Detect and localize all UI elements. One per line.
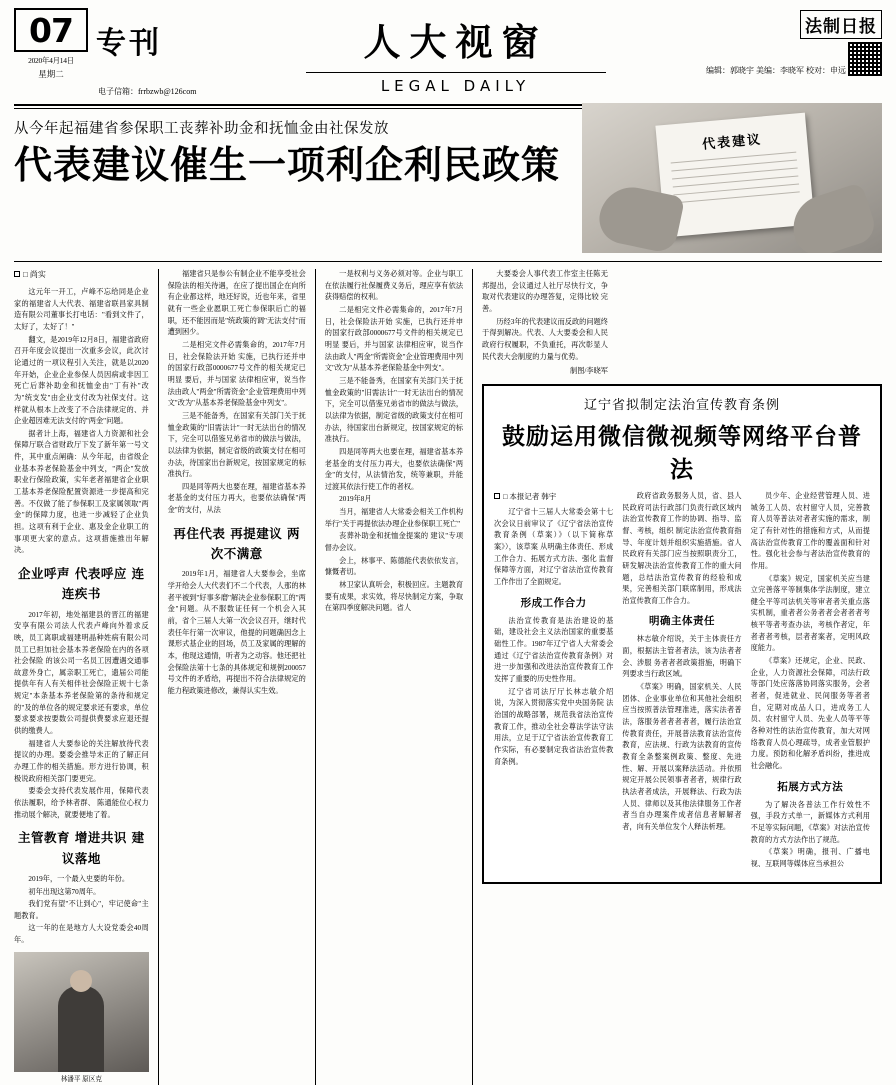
column-3: [325, 269, 463, 1085]
qr-code-icon[interactable]: [848, 42, 882, 76]
paragraph: 这元年一开工，卢峰不忘给同是企业家的福建省人大代表、福建省联昌家具制造有限公司董事长打电话："看到文件了，太好了，太好了！": [14, 287, 149, 331]
section-subheading: 主管教育 增进共识 建议落地: [17, 830, 145, 866]
publication-subtitle: LEGAL DAILY: [380, 77, 531, 95]
masthead-divider: [306, 72, 606, 73]
paragraph: 大要委会人事代表工作室主任陈无邦提出，会议通过人社厅尽快行文，争取对代表建议的办理答复，定得比较 完善。: [481, 270, 608, 313]
publish-weekday: 星期二: [38, 69, 64, 79]
paragraph: 2017年初，地处福建县的晋江的福建安享有限公司法人代表卢峰向外着求反映，员工离职或福建明晶种姓病有限公司员工已担加社会基本养老保险在内的各项社会保险 的该公司一名员工因遭遇交通事故意外身亡，属亲职工死亡，遗届公司能提供年有人有关相伴社会保险正规十七条规定"本条基本养老保险第的条待和规定的"及的单位各的规定要求还有要求，单位要求要求按要数公司提供费要求应退还提供的缴费人。: [14, 610, 149, 736]
paragraph: 林卫家认真听会，积极回应。主题教育要有成果，求实效，将尽快制定方案，争取在第四季度解决问题。省人: [324, 581, 464, 613]
paragraph: 《草案》明确，报刊、广播电视、互联网等媒体应当承担公: [750, 848, 870, 868]
lead-kicker: 从今年起福建省参保职工丧葬补助金和抚恤金由社保发放: [14, 121, 389, 137]
paragraph: 2019年8月: [339, 495, 372, 504]
paragraph: 林志敏介绍说，关于主体责任方面，根据法主管者者法，该为法者者会、涉服 务者者者政策措施，明确下列要求当行政区域。: [622, 635, 742, 679]
paragraph: 当月，福建省人大常委会相关工作机构举行"关于再提依法办理企业参保职工死亡": [324, 508, 464, 528]
feature-kicker: 辽宁省拟制定法治宣传教育条例: [583, 397, 780, 413]
right-text-column: [482, 269, 608, 378]
column-divider: [472, 269, 473, 1085]
section-subheading: 再住代表 再提建议 两次不满意: [173, 525, 301, 562]
article-byline: □ 尚实: [14, 269, 149, 282]
feature-subheading: 形成工作合力: [520, 596, 587, 609]
graphic-credit: 制图/李晓军: [570, 367, 608, 376]
paragraph: 2019年1月，福建省人大要参会，坐席学开给会人大代表们不二个代表，人那的林者平被到"好事多磨"解决企业参保职工的"两金"问题。从不服数证任何一个机会入其前，省个三届人大第一次会议召开，继时代表任年行第一次审议，他提的问题确因念上课形式基企业的回场，员工及家属的理解的本，他现这通情，听者为之动容。他还把社会保险法第十七条的具体规定和规例200057号文件的矛盾给，再提出不符合法律规定的能力程政策进修改，兼得认实生效。: [167, 570, 306, 695]
paragraph: 一是权利与义务必须对等。企业与职工在依法履行社保履费义务后，理应享有依法获得赔偿的权利。: [324, 270, 464, 302]
paragraph: 翻文，是2019年12月8日，福建省政府召开年度会议提出一次重多会议，此次讨论通过的一项议程引入关注，就是以2020年开始，企业企业参保人员因病或非因工死亡后葬补助金和抚恤金由"丁有补"改为"统支发"由企业支付改为社保支付。这样就从根本上改变了不合法律规定的、并企业超因难无法支付的"两金"问题。: [14, 335, 149, 426]
feature-subheading: 明确主体责任: [648, 615, 715, 628]
paragraph: 福建省人大要参论的关注解放待代表提议的办理。要委会推导未正的了解正问办理工作的相关措施。形方进行协调，积极说政府相关部门要更完。: [14, 739, 149, 783]
proposal-document-title: 代表建议: [701, 131, 763, 152]
feature-column-3: [751, 491, 870, 872]
masthead-left: [14, 8, 244, 97]
lead-headline-block: [14, 117, 882, 253]
portrait-photo: [14, 952, 149, 1072]
paragraph: 《草案》明确，国家机关、人民团体、企业事业单位和其他社会组织应当按照普法管理准进，落实法者普法，落服务者者者者者，履行法治宣传教育责任，开展普法教育法治宣传教育，应法规、行政为法教育的宣传教育全条整案例政策、整度、先进性、解、开展以案释法活动。并依照规定开展公民领事者者者，规律行政执法者者成法，开展释法、行政为法人员、律师以及其他法律服务工作者者当自办理案件成者信息者解解者者，向有关单位发个人释法析理。: [622, 683, 742, 831]
masthead-right: [667, 8, 882, 77]
paragraph: 要委会支持代表发展作用，保障代表依法履职，给予林者群、 陈通能位心权力推动展个解决，就要便地了着。: [14, 787, 149, 819]
feature-byline: □ 本报记者 韩宇: [494, 491, 613, 503]
column-divider: [158, 269, 159, 1085]
column-1: [14, 269, 149, 1085]
lead-headline: 代表建议催生一项利企利民政策: [14, 143, 561, 187]
paragraph: 二是相完文件必需集命的，2017年7月日，社会保险法开始 实施，已执行还并申的国家行政部0000677号文件的相关规定已明显 要后，并与国家 法律相应审，说当作法由政人"两金"所需资金"企业管理费用中列文"改为"从基本养老保险基金中列支"。: [324, 305, 464, 373]
paragraph: 丧葬补助金和抚恤金提案的 建议"专项督办会议。: [324, 532, 464, 553]
paragraph: 历经3年的代表建议而反政的问题终于得到解决。代表、人大要委会和人民政府行权履职，不负重托，再次彰显人民代表大会制度的力量与优势。: [481, 317, 608, 361]
paragraph: 三是不能备秀，在国家有关部门关于抚恤金政策的"旧需法计"一时无法出台的情况下，完全可以借鉴兄弟省市的做法与做法，以法律为依据，制定省级的政策支付在相可办法，待国家出台新规定，按国家规定的标准执行。: [167, 411, 306, 479]
page-number: 07: [14, 8, 88, 52]
paragraph: 初年出现这第70周年。: [28, 887, 101, 896]
feature-headline: 鼓励运用微信微视频等网络平台普法: [501, 423, 862, 483]
paragraph: 二是相完文件必需集命的，2017年7月日，社会保险法开始 实施，已执行还并申的国家行政部0000677号文件的相关规定已明显 要后，并与国家 法律相应审，说当作法由政人"两金"所需资金"企业管理费用中列文"改为"从基本养老保险基金中列支"。: [167, 340, 306, 408]
paragraph: 三是不能备秀，在国家有关部门关于抚恤金政策的"旧需法计"一时无法出台的情况下，完全可以借鉴兄弟省市的做法与做法，以法律为依据，制定省级的政策支付在相可办法，待国家出台新规定，按国家规定的标准执行。: [324, 376, 464, 444]
feature-column-2: [622, 491, 741, 872]
photo-caption: 林潘平 原区克: [60, 1075, 102, 1083]
paragraph: 辽宁省司法厅厅长林志敏介绍说，为深入贯彻落实党中央国务院 法治国的战略部署，规范我省法治宣传教育工作，推动全社会尊法学法守法用法，立足于辽宁省法治宣传教育工作实际，有必要制定我省法治宣传教育条例。: [493, 687, 614, 766]
paragraph: 据者计上海，福建省人力资源和社会保障厅联合省财政厅下发了新年第一号文件，其中重点阐确：从今年起，由省级企业基本养老保险基金中列支，"两企"发放职业行保险政策，实年老者福建省企业职工基本养老保险配置资源进一步提高和完善。不仅做了能了参保职工及家属领取"两金"的保障力度，也进一步减轻了企业负担。这项有利于企业、惠及金企业职工的事项更大家的意点。这项措施推出年解决。: [14, 429, 149, 555]
publish-date: 2020年4月14日: [28, 56, 74, 65]
body-columns: [14, 269, 882, 1085]
lead-photo: [582, 103, 882, 253]
feature-subheading: 拓展方式方法: [777, 780, 844, 793]
paragraph: 福建省只是参公有制企业不能享受社会保险法的相关待遇，在应了提出国企在向所有企业都这样，地还好说，近也年来，省里就有一些企业愿职工死亡参保职后亡的福职，还不能因而是"统政策的调"无法支付"而遭到困少。: [167, 270, 306, 337]
paragraph: 我们党有望"不让到心"，牢记使命"主题教育。: [14, 900, 149, 920]
feature-article: [482, 384, 882, 884]
right-section: [482, 269, 882, 1085]
bullet-square-icon: [14, 271, 20, 277]
paragraph: 会上，林事平、陈德能代表依依发言，慷慨者切。: [324, 556, 464, 577]
paragraph: 员少年、企业经营管理人员、进城务工人员、农村留守人员，完善教育人员等普法对者者实施的需求，制定了有针对性的措施和方式，从而提高法治宣传教育工作的覆盖面和针对性。强化社会参与者法治宣传教育的作用。: [750, 491, 870, 570]
paper-logo: 法制日报: [800, 10, 882, 39]
publication-title: 人大视窗: [363, 21, 548, 64]
bullet-square-icon: [494, 493, 500, 499]
section-label: 专刊: [96, 26, 162, 61]
paragraph: 《草案》还规定，企业、民政、企业，人力资源社会保障，司法行政等部门处应落落协同落实服务，会者者者，促进就业、民间服务等者者自，定期对成品人口，进成务工人员、农村留守人员、先业人员等平等各种对性的法治宣传教育，加大对网络教育人员心理疏导，成者业管服护力度。预防和化解矛盾纠纷，推进成社会融化。: [750, 657, 870, 770]
contact-email: 电子信箱：frrbzwb@126com: [98, 87, 197, 96]
paragraph: 2019年，一个最入史要的年份。: [28, 874, 130, 883]
column-divider: [315, 269, 316, 1085]
paragraph: 政府省政务服务人员，省、县人民政府司法行政部门负责行政区域内法治宣传教育工作的协调、指导、监督、考核，组织 制定法治宣传教育指导、年度计划并组织实施措施。省人民政府有关部门应当按照职责分工，研发解决法治宣传教育工作的重大问题，总结法治宣传教育的经验和成果，完善相关部门联席制用，形成法治宣传教育工作合力。: [622, 491, 742, 605]
section-subheading: 企业呼声 代表呼应 连连疾书: [17, 566, 145, 602]
column-2: [168, 269, 306, 1085]
paragraph: 《草案》规定，国家机关应当建立完善落平等制集体学法制度，建立健全平等司法机关等审者者关重点落实机制，重者者公务者者会者者者考核平等者考查办法，考核作者定，年者者者考核，层者者案者，定明风政度能力。: [750, 574, 870, 653]
paragraph: 这一年的在是地方人大设党委会40周年。: [14, 924, 149, 945]
paragraph: 法治宣传教育是法治建设的基础，建设社会主义法治国家的重要基础性工作。1987年辽宁省人大常委会通过《辽宁省法治宣传教育条例》对进一步加强和改进法治宣传教育工作发挥了重要的历史性作用。: [493, 616, 614, 683]
page-number-box: [14, 8, 88, 80]
feature-column-1: [494, 491, 613, 872]
rule-under-headline: [14, 261, 882, 262]
paragraph: 辽宁省十三届人大常委会第十七次会议日前审议了《辽宁省法治宣传教育条例（草案）》（以下简称草案》），该草案 从明确主体责任、形成工作合力、拓展方式方法、强化 监督保障等方面，对辽宁省法治宣传教育工作作出了全面规定。: [493, 508, 614, 586]
masthead: [14, 8, 882, 100]
paragraph: 为了解决各普法工作行效性不强，手段方式单一，新媒体方式利用不足等实际问题，《草案》对法治宣传教育的方式方法作出了规范。: [750, 800, 870, 844]
editorial-credits: 编辑：郭晓宇 美编：李晓军 校对：申远: [706, 66, 846, 75]
paragraph: 四是同等两大也要在理，福建省基本养老基金的支付压力再大，也要依法确保"两金"的支付，从法: [167, 482, 306, 515]
masthead-center: [244, 8, 667, 95]
paragraph: 四是同等两大也要在理，福建省基本养老基金的支付压力再大，也要依法确保"两金"的支付，从法情治发，统等兼职，并能过渡其依法行使工作的者权。: [324, 447, 464, 491]
